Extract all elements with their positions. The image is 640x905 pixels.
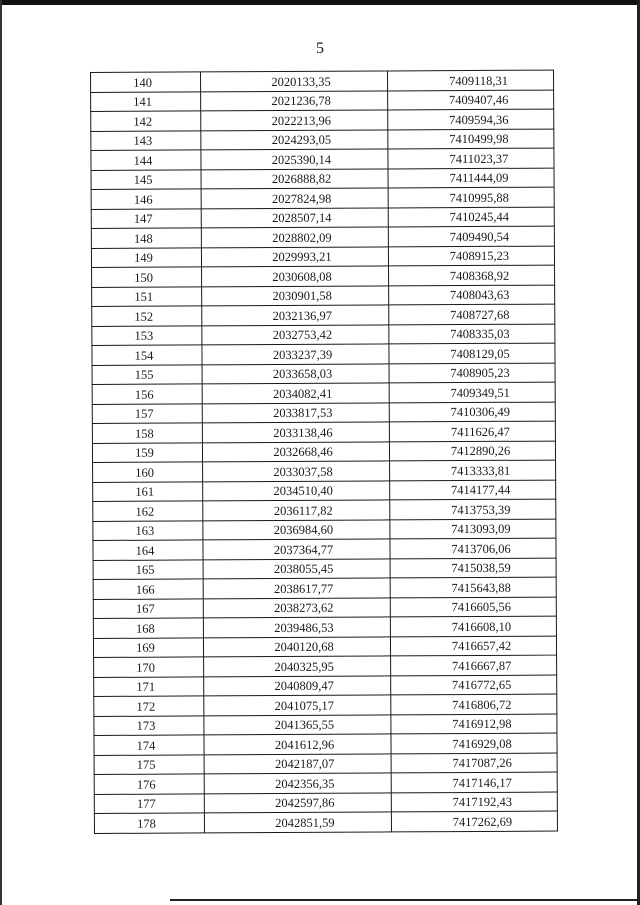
point-number-cell: 142 [91, 111, 201, 131]
x-coordinate-cell: 2033237,39 [202, 344, 389, 364]
point-number-cell: 165 [93, 559, 203, 579]
y-coordinate-cell: 7417087,26 [391, 753, 557, 773]
point-number-cell: 140 [91, 72, 201, 92]
x-coordinate-cell: 2041075,17 [204, 695, 391, 715]
point-number-cell: 147 [91, 208, 201, 228]
point-number-cell: 150 [92, 267, 202, 287]
x-coordinate-cell: 2033037,58 [203, 461, 390, 481]
x-coordinate-cell: 2036984,60 [203, 519, 390, 539]
point-number-cell: 158 [92, 423, 202, 443]
point-number-cell: 176 [94, 774, 204, 794]
table-row [92, 382, 555, 404]
x-coordinate-cell: 2042851,59 [204, 812, 391, 832]
table-row [93, 460, 556, 482]
y-coordinate-cell: 7412890,26 [389, 441, 555, 461]
x-coordinate-cell: 2034510,40 [203, 480, 390, 500]
scan-border-top [0, 0, 640, 5]
x-coordinate-cell: 2042597,86 [204, 792, 391, 812]
point-number-cell: 168 [93, 618, 203, 638]
y-coordinate-cell: 7408129,05 [389, 343, 555, 363]
table-row [93, 519, 556, 541]
x-coordinate-cell: 2022213,96 [201, 110, 388, 130]
x-coordinate-cell: 2028507,14 [201, 207, 388, 227]
table-row [94, 714, 557, 736]
table-row [93, 499, 556, 521]
y-coordinate-cell: 7410306,49 [389, 402, 555, 422]
x-coordinate-cell: 2026888,82 [201, 168, 388, 188]
table-row [93, 480, 556, 502]
point-number-cell: 178 [94, 813, 204, 833]
y-coordinate-cell: 7417262,69 [391, 811, 557, 831]
x-coordinate-cell: 2038273,62 [203, 597, 390, 617]
point-number-cell: 167 [93, 598, 203, 618]
coordinates-table [90, 70, 558, 834]
table-row [91, 246, 554, 268]
y-coordinate-cell: 7417192,43 [391, 792, 557, 812]
x-coordinate-cell: 2032753,42 [202, 324, 389, 344]
y-coordinate-cell: 7410245,44 [388, 207, 554, 227]
y-coordinate-cell: 7408727,68 [389, 304, 555, 324]
point-number-cell: 152 [92, 306, 202, 326]
table-row [94, 753, 557, 775]
table-row [91, 168, 554, 190]
y-coordinate-cell: 7416667,87 [391, 655, 557, 675]
x-coordinate-cell: 2034082,41 [202, 383, 389, 403]
table-row [93, 577, 556, 599]
x-coordinate-cell: 2038055,45 [203, 558, 390, 578]
point-number-cell: 160 [93, 462, 203, 482]
x-coordinate-cell: 2036117,82 [203, 500, 390, 520]
point-number-cell: 177 [94, 793, 204, 813]
point-number-cell: 148 [91, 228, 201, 248]
table-row [94, 694, 557, 716]
x-coordinate-cell: 2020133,35 [201, 71, 388, 91]
point-number-cell: 145 [91, 169, 201, 189]
y-coordinate-cell: 7411444,09 [388, 168, 554, 188]
point-number-cell: 151 [92, 286, 202, 306]
table-row [91, 207, 554, 229]
table-row [93, 636, 556, 658]
y-coordinate-cell: 7411626,47 [389, 421, 555, 441]
y-coordinate-cell: 7417146,17 [391, 772, 557, 792]
table-row [92, 402, 555, 424]
y-coordinate-cell: 7408905,23 [389, 363, 555, 383]
y-coordinate-cell: 7409594,36 [388, 109, 554, 129]
table-row [91, 226, 554, 248]
table-row [92, 304, 555, 326]
table-row [92, 265, 555, 287]
point-number-cell: 171 [94, 676, 204, 696]
table-row [91, 129, 554, 151]
table-row [91, 109, 554, 131]
x-coordinate-cell: 2041612,96 [204, 734, 391, 754]
y-coordinate-cell: 7416912,98 [391, 714, 557, 734]
table-row [92, 421, 555, 443]
x-coordinate-cell: 2039486,53 [203, 617, 390, 637]
table-row [93, 558, 556, 580]
x-coordinate-cell: 2025390,14 [201, 149, 388, 169]
table-row [94, 655, 557, 677]
y-coordinate-cell: 7416929,08 [391, 733, 557, 753]
y-coordinate-cell: 7408368,92 [389, 265, 555, 285]
table-row [94, 772, 557, 794]
x-coordinate-cell: 2030901,58 [202, 285, 389, 305]
x-coordinate-cell: 2027824,98 [201, 188, 388, 208]
x-coordinate-cell: 2024293,05 [201, 129, 388, 149]
table-row [92, 363, 555, 385]
point-number-cell: 156 [92, 384, 202, 404]
x-coordinate-cell: 2032136,97 [202, 305, 389, 325]
y-coordinate-cell: 7413753,39 [390, 499, 556, 519]
table-row [94, 733, 557, 755]
table-row [93, 616, 556, 638]
scan-border-bottom [170, 899, 640, 901]
x-coordinate-cell: 2032668,46 [202, 441, 389, 461]
y-coordinate-cell: 7413333,81 [390, 460, 556, 480]
x-coordinate-cell: 2040809,47 [204, 675, 391, 695]
y-coordinate-cell: 7408335,03 [389, 324, 555, 344]
point-number-cell: 141 [91, 91, 201, 111]
table-row [92, 441, 555, 463]
point-number-cell: 157 [92, 403, 202, 423]
y-coordinate-cell: 7408043,63 [389, 285, 555, 305]
x-coordinate-cell: 2040120,68 [203, 636, 390, 656]
point-number-cell: 149 [91, 247, 201, 267]
x-coordinate-cell: 2030608,08 [202, 266, 389, 286]
y-coordinate-cell: 7416657,42 [390, 636, 556, 656]
table-row [91, 148, 554, 170]
y-coordinate-cell: 7409490,54 [388, 226, 554, 246]
table-row [91, 70, 554, 92]
point-number-cell: 172 [94, 696, 204, 716]
point-number-cell: 174 [94, 735, 204, 755]
x-coordinate-cell: 2038617,77 [203, 578, 390, 598]
point-number-cell: 169 [93, 637, 203, 657]
page-number: 5 [316, 40, 324, 57]
x-coordinate-cell: 2037364,77 [203, 539, 390, 559]
y-coordinate-cell: 7415038,59 [390, 558, 556, 578]
point-number-cell: 144 [91, 150, 201, 170]
coordinates-table-body [91, 70, 558, 833]
table-row [94, 792, 557, 814]
point-number-cell: 162 [93, 501, 203, 521]
point-number-cell: 154 [92, 345, 202, 365]
point-number-cell: 173 [94, 715, 204, 735]
table-row [91, 187, 554, 209]
point-number-cell: 159 [92, 442, 202, 462]
y-coordinate-cell: 7416608,10 [390, 616, 556, 636]
point-number-cell: 170 [94, 657, 204, 677]
x-coordinate-cell: 2041365,55 [204, 714, 391, 734]
table-row [94, 675, 557, 697]
y-coordinate-cell: 7409118,31 [387, 70, 553, 90]
point-number-cell: 146 [91, 189, 201, 209]
x-coordinate-cell: 2033658,03 [202, 363, 389, 383]
y-coordinate-cell: 7410499,98 [388, 129, 554, 149]
table-row [92, 324, 555, 346]
y-coordinate-cell: 7416806,72 [391, 694, 557, 714]
table-row [93, 538, 556, 560]
table-row [92, 285, 555, 307]
y-coordinate-cell: 7413706,06 [390, 538, 556, 558]
x-coordinate-cell: 2040325,95 [204, 656, 391, 676]
x-coordinate-cell: 2028802,09 [201, 227, 388, 247]
point-number-cell: 164 [93, 540, 203, 560]
x-coordinate-cell: 2042187,07 [204, 753, 391, 773]
scan-border-left [0, 0, 2, 905]
y-coordinate-cell: 7413093,09 [390, 519, 556, 539]
point-number-cell: 166 [93, 579, 203, 599]
point-number-cell: 143 [91, 130, 201, 150]
y-coordinate-cell: 7416605,56 [390, 597, 556, 617]
y-coordinate-cell: 7408915,23 [388, 246, 554, 266]
y-coordinate-cell: 7410995,88 [388, 187, 554, 207]
x-coordinate-cell: 2021236,78 [201, 90, 388, 110]
table-row [92, 343, 555, 365]
table-row [94, 811, 557, 833]
point-number-cell: 163 [93, 520, 203, 540]
y-coordinate-cell: 7411023,37 [388, 148, 554, 168]
y-coordinate-cell: 7415643,88 [390, 577, 556, 597]
table-row [93, 597, 556, 619]
x-coordinate-cell: 2029993,21 [201, 246, 388, 266]
x-coordinate-cell: 2033817,53 [202, 402, 389, 422]
point-number-cell: 175 [94, 754, 204, 774]
x-coordinate-cell: 2042356,35 [204, 773, 391, 793]
y-coordinate-cell: 7414177,44 [390, 480, 556, 500]
y-coordinate-cell: 7409407,46 [388, 90, 554, 110]
point-number-cell: 153 [92, 325, 202, 345]
table-row [91, 90, 554, 112]
y-coordinate-cell: 7416772,65 [391, 675, 557, 695]
x-coordinate-cell: 2033138,46 [202, 422, 389, 442]
point-number-cell: 155 [92, 364, 202, 384]
y-coordinate-cell: 7409349,51 [389, 382, 555, 402]
point-number-cell: 161 [93, 481, 203, 501]
